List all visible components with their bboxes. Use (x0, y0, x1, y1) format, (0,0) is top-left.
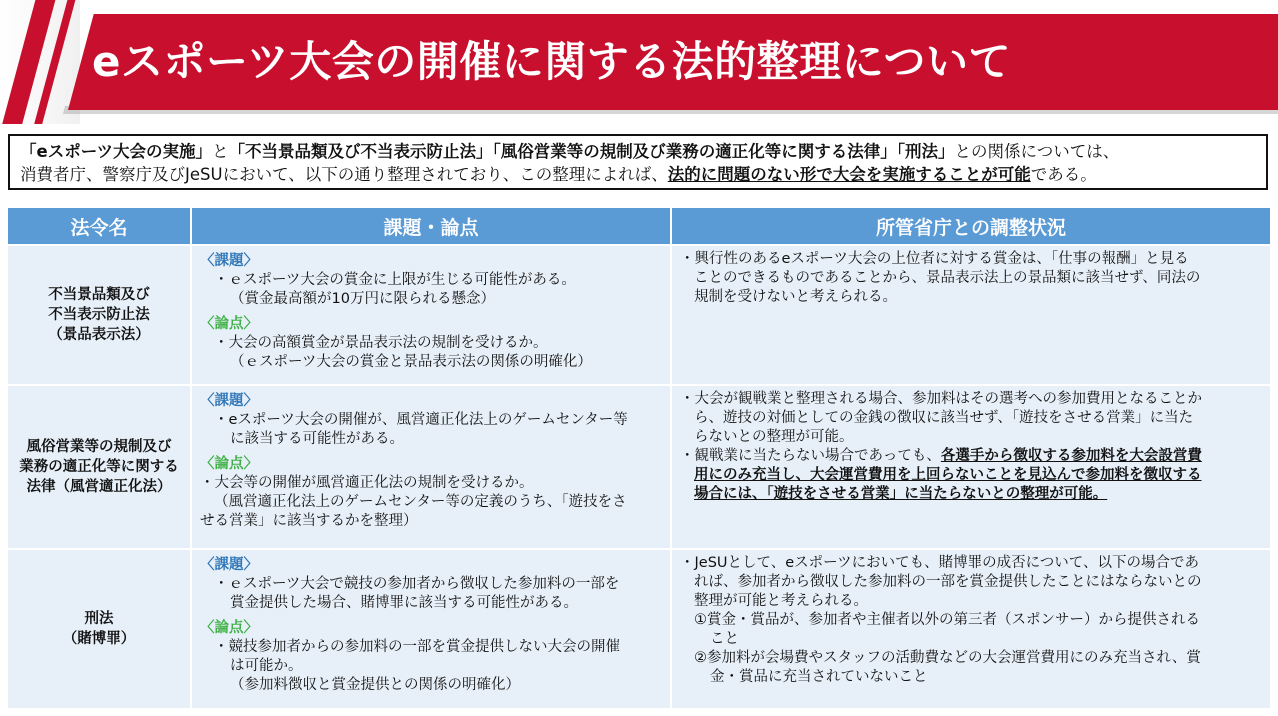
intro-text: と (212, 142, 229, 161)
issues-cell (191, 385, 671, 549)
intro-emphasis: 法的に問題のない形で大会を実施することが可能 (667, 165, 1031, 184)
ronten-text: （風営適正化法上のゲームセンター等の定義のうち、「遊技をさ (214, 494, 627, 510)
ronten-text: （参加料徴収と賞金提供との関係の明確化） (230, 677, 520, 693)
kadai-text: ・ｅスポーツ大会で競技の参加者から徴収した参加料の一部を (214, 576, 620, 592)
intro-text: 「eスポーツ大会の実施」 (20, 142, 213, 161)
status-list-item: ①賞金・賞品が、参加者や主催者以外の第三者（スポンサー）から提供される (694, 612, 1200, 628)
kadai-text: （賞金最高額が10万円に限られる懸念） (230, 291, 495, 307)
page-title: eスポーツ大会の開催に関する法的整理について (92, 37, 1011, 86)
ronten-label: 〈論点〉 (200, 316, 258, 332)
status-text: ・JeSUとして、eスポーツにおいても、賭博罪の成否について、以下の場合であ (680, 555, 1199, 571)
table-row (7, 245, 1271, 385)
status-text (680, 447, 1262, 466)
ronten-text: ・競技参加者からの参加料の一部を賞金提供しない大会の開催 (214, 639, 620, 655)
law-name-cell (7, 549, 191, 709)
status-text: ・興行性のあるeスポーツ大会の上位者に対する賞金は、「仕事の報酬」と見る (680, 251, 1189, 267)
law-name: 刑法 (84, 611, 114, 627)
kadai-label: 〈課題〉 (200, 557, 258, 573)
law-name: 風俗営業等の規制及び (26, 439, 172, 455)
status-emphasis: 各選手から徴収する参加料を大会設営費 (940, 448, 1202, 464)
ronten-text: せる営業」に該当するかを整理） (200, 513, 418, 529)
status-emphasis (680, 485, 1262, 504)
ronten-label: 〈論点〉 (200, 456, 258, 472)
law-name: 不当表示防止法 (48, 307, 150, 323)
status-emphasis (680, 466, 1262, 485)
intro-box (8, 134, 1268, 190)
status-emphasis: 用にのみ充当し、大会運営費用を上回らないことを見込んで参加料を徴収する (694, 467, 1202, 483)
intro-text: 消費者庁、警察庁及びJeSUにおいて、以下の通り整理されており、この整理によれば、 (20, 165, 668, 184)
table-row (7, 549, 1271, 709)
status-text: れば、参加者から徴収した参加料の一部を賞金提供したことにはならないとの (694, 574, 1202, 590)
law-name: （景品表示法） (48, 327, 150, 343)
status-text: 整理が可能と考えられる。 (694, 593, 868, 609)
status-text: ・観戦業に当たらない場合であっても、 (680, 448, 941, 464)
kadai-label: 〈課題〉 (200, 393, 258, 409)
status-list-item: こと (710, 631, 739, 647)
ronten-text: ・大会等の開催が風営適正化法の規制を受けるか。 (200, 475, 534, 491)
ronten-label: 〈論点〉 (200, 620, 258, 636)
header-law: 法令名 (7, 207, 191, 245)
status-text: ら、遊技の対価としての金銭の徴収に該当せず、「遊技をさせる営業」に当た (694, 410, 1194, 426)
law-table (6, 206, 1272, 710)
kadai-text: 賞金提供した場合、賭博罪に該当する可能性がある。 (230, 595, 578, 611)
intro-text: である。 (1030, 165, 1097, 184)
law-name: 法律（風営適正化法） (26, 479, 172, 495)
kadai-text: ・eスポーツ大会の開催が、風営適正化法上のゲームセンター等 (214, 412, 628, 428)
law-name-cell (7, 245, 191, 385)
ronten-text: は可能か。 (230, 658, 303, 674)
status-list-item: 金・賞品に充当されていないこと (710, 669, 928, 685)
ronten-text: ・大会の高額賞金が景品表示法の規制を受けるか。 (214, 335, 548, 351)
kadai-label: 〈課題〉 (200, 253, 258, 269)
intro-text: 「不当景品類及び不当表示防止法」「風俗営業等の規制及び業務の適正化等に関する法律」「刑法」 (228, 142, 955, 161)
issues-cell (191, 245, 671, 385)
ronten-text: （ｅスポーツ大会の賞金と景品表示法の関係の明確化） (230, 354, 592, 370)
law-name: 業務の適正化等に関する (19, 459, 179, 475)
status-text: 規制を受けないと考えられる。 (694, 289, 897, 305)
intro-text: との関係については、 (954, 142, 1120, 161)
table-row (7, 385, 1271, 549)
kadai-text: ・ｅスポーツ大会の賞金に上限が生じる可能性がある。 (214, 272, 576, 288)
status-list-item: ②参加料が会場費やスタッフの活動費などの大会運営費用にのみ充当され、賞 (694, 650, 1201, 666)
table-header-row (7, 207, 1271, 245)
status-emphasis: 場合には、「遊技をさせる営業」に当たらないとの整理が可能。 (694, 486, 1108, 502)
status-text: らないとの整理が可能。 (694, 429, 854, 445)
status-text: ・大会が観戦業と整理される場合、参加料はその選考への参加費用となることか (680, 391, 1202, 407)
law-name: 不当景品類及び (48, 287, 150, 303)
law-name: （賭博罪） (62, 631, 136, 647)
status-cell (671, 549, 1271, 709)
status-cell (671, 385, 1271, 549)
header-issues: 課題・論点 (191, 207, 671, 245)
kadai-text: に該当する可能性がある。 (230, 431, 404, 447)
law-name-cell (7, 385, 191, 549)
header-status: 所管省庁との調整状況 (671, 207, 1271, 245)
status-cell (671, 245, 1271, 385)
status-text: ことのできるものであることから、景品表示法上の景品類に該当せず、同法の (694, 270, 1201, 286)
issues-cell (191, 549, 671, 709)
